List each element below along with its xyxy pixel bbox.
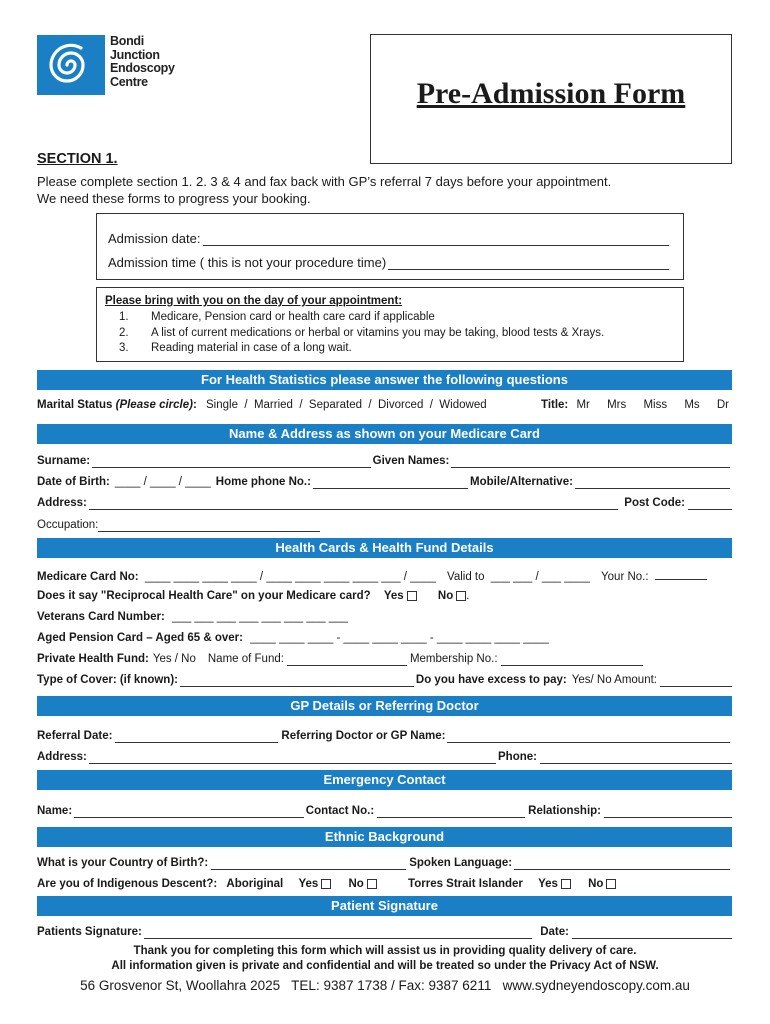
title-box xyxy=(370,34,732,164)
cover-row: Type of Cover: (if known): Do you have excess to pay: Yes/ No Amount: xyxy=(37,673,732,687)
address-row: Address: Post Code: xyxy=(37,496,732,510)
indigenous-row: Are you of Indigenous Descent?: Aboriginal Yes No Torres Strait Islander Yes No xyxy=(37,877,732,891)
admission-date-label: Admission date: xyxy=(108,231,201,246)
dob-field[interactable]: ____ / ____ / ____ xyxy=(114,476,211,488)
gp-address-row: Address: Phone: xyxy=(37,750,732,764)
gp-bar: GP Details or Referring Doctor xyxy=(37,696,732,716)
medicare-number-field[interactable]: ____ ____ ____ ____ / ____ ____ ____ ____ ___ / ____ xyxy=(144,571,436,583)
ethnic-bar: Ethnic Background xyxy=(37,827,732,847)
veterans-row: Veterans Card Number: ___ ___ ___ ___ ___ ___ ___ ___ xyxy=(37,611,348,623)
bring-box xyxy=(96,287,684,362)
language-field[interactable] xyxy=(514,858,730,870)
bring-heading: Please bring with you on the day of your appointment: xyxy=(105,295,403,307)
marital-options[interactable]: Single / Married / Separated / Divorced / Widowed xyxy=(206,399,487,411)
list-item: 3. Reading material in case of a long wait. xyxy=(119,342,352,354)
logo-mark xyxy=(37,35,105,95)
torres-yes-checkbox[interactable] xyxy=(561,879,571,889)
gp-phone-field[interactable] xyxy=(540,752,732,764)
admission-date-field[interactable] xyxy=(203,234,670,246)
list-item: 1. Medicare, Pension card or health care card if applicable xyxy=(119,311,435,323)
title-options[interactable]: Title: Mr Mrs Miss Ms Dr xyxy=(541,399,729,411)
health-stats-bar: For Health Statistics please answer the following questions xyxy=(37,370,732,390)
medicare-row: Medicare Card No: ____ ____ ____ ____ / ____ ____ ____ ____ ___ / ____ Valid to ___ ___ / ___ ____ Your No.: xyxy=(37,568,732,582)
aboriginal-no-checkbox[interactable] xyxy=(367,879,377,889)
address-field[interactable] xyxy=(89,498,618,510)
reciprocal-no-checkbox[interactable] xyxy=(456,591,466,601)
cover-type-field[interactable] xyxy=(180,675,414,687)
private-fund-options[interactable]: Yes / No xyxy=(152,653,196,665)
name-address-bar: Name & Address as shown on your Medicare Card xyxy=(37,424,732,444)
emergency-contact-field[interactable] xyxy=(377,806,525,818)
relationship-field[interactable] xyxy=(604,806,732,818)
membership-field[interactable] xyxy=(501,654,643,666)
torres-no-checkbox[interactable] xyxy=(606,879,616,889)
admission-box xyxy=(96,213,684,280)
reciprocal-yes-checkbox[interactable] xyxy=(407,591,417,601)
post-code-field[interactable] xyxy=(688,498,732,510)
dob-row: Date of Birth: ____ / ____ / ____ Home phone No.: Mobile/Alternative: xyxy=(37,475,732,489)
signature-field[interactable] xyxy=(144,927,532,939)
spiral-icon xyxy=(37,35,105,95)
signature-bar: Patient Signature xyxy=(37,896,732,916)
bring-list xyxy=(119,310,604,357)
section-heading: SECTION 1. xyxy=(37,151,118,167)
footer-thanks: Thank you for completing this form which will assist us in providing quality delivery of care. xyxy=(133,945,637,957)
intro-text: Please complete section 1. 2. 3 & 4 and fax back with GP’s referral 7 days before your appointment. We need these forms to progress your booking. xyxy=(37,174,612,206)
surname-row: Surname: Given Names: xyxy=(37,454,732,468)
occupation-field[interactable] xyxy=(98,520,320,532)
page-title: Pre-Admission Form xyxy=(416,77,686,110)
reciprocal-row: Does it say "Reciprocal Health Care" on your Medicare card? Yes No . xyxy=(37,590,470,602)
country-field[interactable] xyxy=(211,858,406,870)
given-names-field[interactable] xyxy=(451,456,730,468)
fund-name-field[interactable] xyxy=(287,654,407,666)
emergency-name-field[interactable] xyxy=(74,806,304,818)
home-phone-field[interactable] xyxy=(313,477,468,489)
mobile-field[interactable] xyxy=(575,477,730,489)
referral-date-field[interactable] xyxy=(115,731,278,743)
admission-time-label: Admission time ( this is not your procedure time) xyxy=(108,255,387,270)
logo-text: Bondi Junction Endoscopy Centre xyxy=(110,34,175,89)
gp-address-field[interactable] xyxy=(89,752,496,764)
aged-pension-row: Aged Pension Card – Aged 65 & over: ____ ____ ____ - ____ ____ ____ - ____ ____ ____ ____ xyxy=(37,632,549,644)
referral-row: Referral Date: Referring Doctor or GP Name: xyxy=(37,729,732,743)
list-item: 2. A list of current medications or herbal or vitamins you may be taking, blood tests & Xrays. xyxy=(119,326,605,339)
excess-amount-field[interactable] xyxy=(660,675,732,687)
emergency-bar: Emergency Contact xyxy=(37,770,732,790)
health-cards-bar: Health Cards & Health Fund Details xyxy=(37,538,732,558)
veterans-field[interactable]: ___ ___ ___ ___ ___ ___ ___ ___ xyxy=(172,611,348,623)
marital-row: Marital Status (Please circle): Single / Married / Separated / Divorced / Widowed Title: Mr Mrs Miss Ms Dr xyxy=(37,399,729,411)
aboriginal-yes-checkbox[interactable] xyxy=(321,879,331,889)
signature-row: Patients Signature: Date: xyxy=(37,925,732,939)
emergency-row: Name: Contact No.: Relationship: xyxy=(37,804,732,818)
referring-doctor-field[interactable] xyxy=(447,731,730,743)
country-row: What is your Country of Birth?: Spoken Language: xyxy=(37,856,732,870)
surname-field[interactable] xyxy=(92,456,371,468)
valid-to-field[interactable]: ___ ___ / ___ ____ xyxy=(490,571,590,583)
footer-privacy: All information given is private and confidential and will be treated so under the Privacy Act of NSW. xyxy=(111,960,659,972)
footer-contact: 56 Grosvenor St, Woollahra 2025 TEL: 9387 1738 / Fax: 9387 6211 www.sydneyendoscopy.com.au xyxy=(80,978,690,993)
occupation-row: Occupation: xyxy=(37,518,732,532)
signature-date-field[interactable] xyxy=(572,927,732,939)
aged-pension-field[interactable]: ____ ____ ____ - ____ ____ ____ - ____ ____ ____ ____ xyxy=(250,632,549,644)
private-fund-row: Private Health Fund: Yes / No Name of Fund: Membership No.: xyxy=(37,652,732,666)
your-no-field[interactable] xyxy=(655,568,707,580)
admission-time-field[interactable] xyxy=(388,258,669,270)
